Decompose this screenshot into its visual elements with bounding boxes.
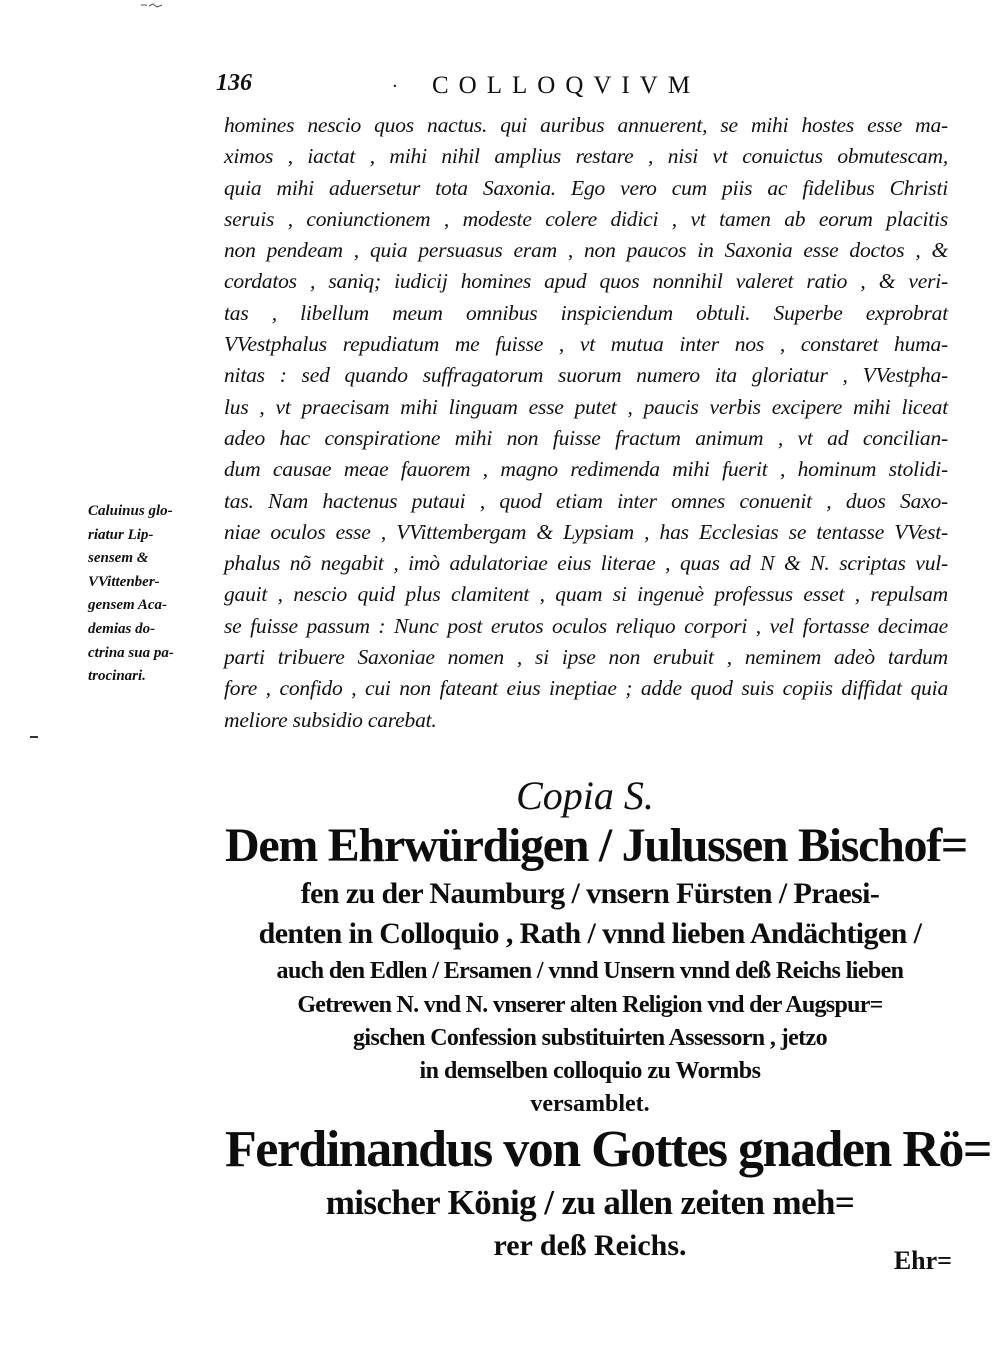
page-number: 136 (216, 70, 252, 96)
text-line: dum causae meae fauorem , magno redimenda mihi fuerit , hominum stolidi- (224, 457, 948, 482)
margin-note-line: sensem & (88, 550, 149, 567)
address-line: auch den Edlen / Ersamen / vnnd Unsern vnnd deß Reichs lieben (276, 958, 904, 984)
address-line: versamblet. (530, 1091, 650, 1117)
address-line: denten in Colloquio , Rath / vnnd lieben Andächtigen / (258, 917, 922, 950)
scan-dash-mark (30, 736, 38, 738)
scan-speck-mark (140, 2, 166, 10)
page-header (0, 70, 1000, 106)
margin-note-line: gensem Aca- (88, 597, 168, 614)
margin-note (88, 500, 220, 689)
text-line: tas , libellum meum omnibus inspiciendum obtuli. Superbe exprobrat (224, 300, 948, 325)
running-title: COLLOQVIVM (432, 72, 701, 99)
king-title-line: mischer König / zu allen zeiten meh= (325, 1183, 855, 1222)
text-line: fore , confido , cui non fateant eius ineptiae ; adde quod suis copiis diffidat quia (224, 676, 948, 701)
text-line: nitas : sed quando suffragatorum suorum numero ita gloriatur , VVestpha- (224, 363, 948, 388)
text-line: VVestphalus repudiatum me fuisse , vt mutua inter nos , constaret huma- (224, 332, 948, 357)
text-line: se fuisse passum : Nunc post erutos oculos reliquo corpori , vel fortasse decimae (224, 613, 948, 638)
text-line: lus , vt praecisam mihi linguam esse putet , paucis verbis excipere mihi liceat (224, 394, 948, 419)
address-line: fen zu der Naumburg / vnsern Fürsten / Praesi- (300, 877, 880, 910)
text-line: seruis , coniunctionem , modeste colere didici , vt tamen ab eorum placitis (224, 206, 948, 231)
text-line: parti tribuere Saxoniae nomen , si ipse non erubuit , neminem adeò tardum (224, 645, 948, 670)
text-line: ximos , iactat , mihi nihil amplius restare , nisi vt conuictus obmutescam, (224, 144, 948, 169)
address-line: Getrewen N. vnd N. vnserer alten Religion vnd der Augspur= (297, 992, 883, 1018)
text-line: niae oculos esse , VVittembergam & Lypsiam , has Ecclesias se tentasse VVest- (224, 519, 948, 544)
text-line: adeo hac conspiratione mihi non fuisse fractum animum , vt ad concilian- (224, 425, 948, 450)
address-line: gischen Confession substituirten Assessorn , jetzo (352, 1025, 828, 1051)
king-title-block (225, 1120, 992, 1266)
address-block (225, 818, 967, 1121)
latin-body-text (224, 110, 948, 736)
text-line: phalus nõ negabit , imò adulatoriae eius literae , quas ad N & N. scriptas vul- (224, 551, 948, 576)
margin-note-line: VVittenber- (88, 573, 160, 590)
address-line: Dem Ehrwürdigen / Julussen Bischof= (225, 819, 967, 872)
text-line: quia mihi aduersetur tota Saxonia. Ego vero cum piis ac fidelibus Christi (224, 175, 948, 200)
copia-label: Copia S. (516, 773, 654, 818)
copia-heading (0, 772, 1000, 819)
text-line: non pendeam , quia persuasus eram , non paucos in Saxonia esse doctos , & (224, 238, 948, 263)
text-line: homines nescio quos nactus. qui auribus annuerent, se mihi hostes esse ma- (224, 113, 948, 137)
margin-note-line: demias do- (88, 620, 156, 637)
margin-note-line: riatur Lip- (88, 526, 154, 543)
text-line: gauit , nescio quid plus clamitent , quam si ingenuè professus esset , repulsam (224, 582, 948, 607)
margin-note-line: Caluinus glo- (88, 503, 173, 519)
king-title-line: Ferdinandus von Gottes gnaden Rö= (225, 1121, 992, 1178)
header-ornament-dot: · (392, 76, 398, 97)
margin-note-line: trocinari. (88, 668, 146, 685)
king-title-line: rer deß Reichs. (493, 1229, 687, 1262)
address-line: in demselben colloquio zu Wormbs (419, 1058, 761, 1084)
text-line: tas. Nam hactenus putaui , quod etiam inter omnes conuenit , duos Saxo- (224, 488, 948, 513)
catchword: Ehr= (893, 1246, 952, 1275)
text-line: meliore subsidio carebat. (224, 707, 437, 732)
margin-note-line: ctrina sua pa- (88, 644, 174, 661)
text-line: cordatos , saniq; iudicij homines apud quos nonnihil valeret ratio , & veri- (224, 269, 948, 294)
